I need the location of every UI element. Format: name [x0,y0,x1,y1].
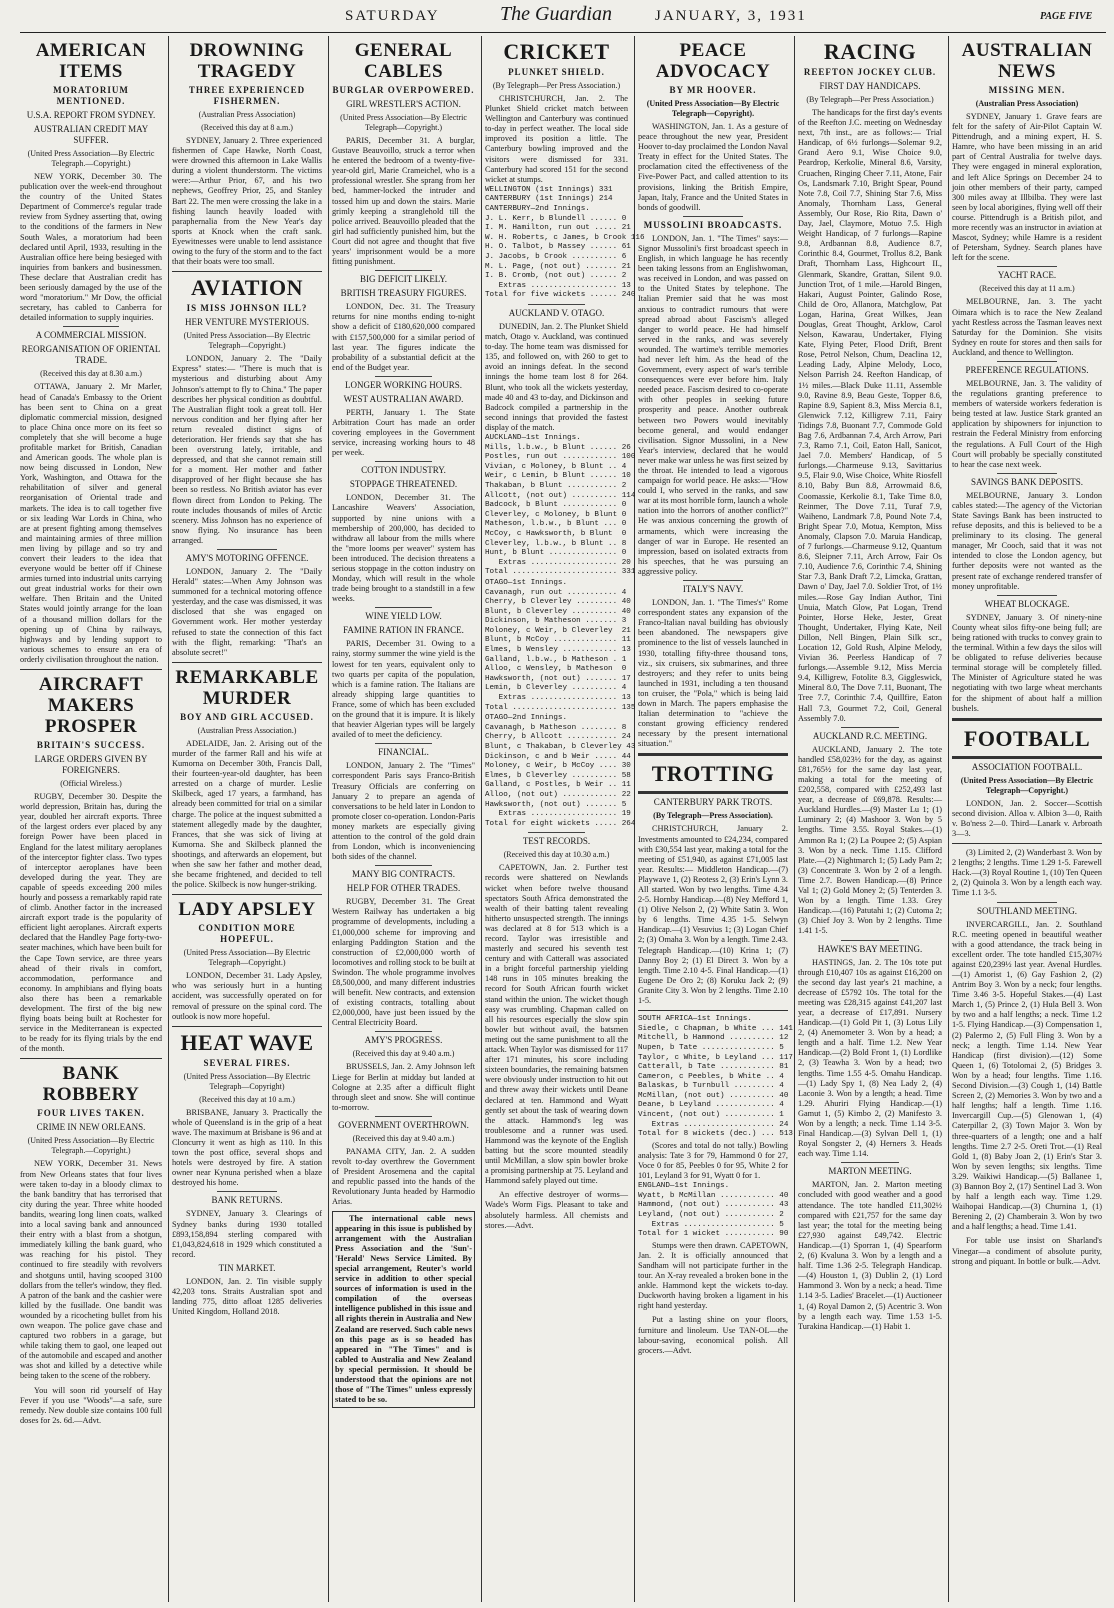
column-rule [634,36,635,1602]
credit-line: (Received this day at 8 a.m.) [201,123,293,132]
advertisement: An effective destroyer of worms—Wade's Worm Figs. Pleasant to take and absolutely harmless. All chemists and stores.—Advt. [485,1190,628,1230]
credit-line: (United Press Association—By Electric Telegraph—Copyright.) [960,775,1094,795]
subhead: MISSING MEN. [988,85,1066,95]
notice-box [332,1211,475,1409]
divider [172,662,322,663]
subhead: IS MISS JOHNSON ILL? [186,303,308,314]
score-table: OTAGO—2nd Innings. Cavanagh, b Matheson ........ 8 Cherry, b Allcott ........... 24 Blunt, c Thakaban, b Cleverley 43 Dickinson, c and b Weir ..... 44 Moloney, c Weir, b McCoy .... 30 Elmes, b Cleverley .......... 58 Galland, c Postles, b Weir .. 11 Alloo, (not out) ............ 22 Hawksworth, (not out) ....... 5 Extras ................... 19 Total for eight wickets ..... 264 [485,714,636,828]
credit-line: (Australian Press Association.) [197,725,297,735]
column-1 [20,36,162,1602]
column-4 [485,36,645,1602]
article-body: SYDNEY, January 3. Clearings of Sydney banks during 1930 totalled £893,158,894 sterling compared with £1,043,824,618 in 1929 which constituted a record. [172,1209,322,1259]
masthead-page-number: PAGE FIVE [1040,11,1093,22]
divider [217,1191,277,1192]
column-2 [172,36,322,1602]
article-body: SYDNEY, January 3. Of ninety-nine County wheat silos fifty-one being full; are being rationed with trucks to convey grain to the terminal. Within a few days the silos will be obligated to refuse deliveries because terminal storage will be completely filled. The Minister of Agriculture stated he was negotiating with two large wheat merchants for the shipment of about half a million bushels. [952,612,1102,713]
subhead: WHEAT BLOCKAGE. [984,598,1070,609]
article-body: DUNEDIN, Jan. 2. The Plunket Shield match, Otago v. Auckland, was continued to-day. The home team was dismissed for 135, and followed on, with 260 to get to avoid an innings defeat. In the second innings the home team lost 8 for 264. Blunt, who took all the wickets yesterday, made 40 and 43 to-day, and Dickinson and Badcock compiled a partnership in the second innings that provided the fastest display of the match. [485,321,628,432]
credit-line: (Received this day at 10.30 a.m.) [503,850,610,860]
column-rule [328,36,329,1602]
credit-line: (Received this day at 11 a.m.) [979,284,1075,294]
article-body: LONDON, Dec. 31. The Treasury returns for nine months ending to-night show a deficit of £180,620,000 compared with £157,500,000 for a similar period of last year. The figures indicate the probability of a substantial deficit at the end of the Budget year. [332,302,475,372]
headline-drowning-tragedy: DROWNING TRAGEDY [189,40,305,82]
subhead: BIG DEFICIT LIKELY. [359,274,447,285]
article-body: (3) Limited 2, (2) Wanderbast 3. Won by 2 lengths; 2 lengths. Time 1.29 1-5. Farewell Hack.—(3) Royal Routine 1, (10) Ten Queen 2, (2) Quinola 3. Won by a length each way. Time 1.1 3-5. [952,848,1102,898]
subhead: AUCKLAND R.C. MEETING. [812,730,928,741]
credit-line: (Official Wireless.) [60,779,122,789]
headline-football: FOOTBALL [963,725,1091,751]
masthead-rule [20,32,1106,33]
subhead: BOY AND GIRL ACCUSED. [180,711,314,722]
subhead: MANY BIG CONTRACTS. [352,869,455,880]
credit-line: (Received this day at 10 a.m.) [199,1094,295,1104]
divider [375,270,432,271]
article-body: MARTON, Jan. 2. Marton meeting concluded with good weather and a good attendance. The tote handled £11,302½ compared with £21,757 for the same day last year; the total for the meeting being £27,930 against £49,742. Electric Handicap.—(1) Sporran 1, (4) Spearform 2, (6) Kvaluna 3. Won by a length and a half. Time 1.36 2-5. Telegraph Handicap.—(4) Houston 1, (3) Dublin 2, (1) Lord Hammond 3. Won by a neck; a head. Time 1.14 3-5. Ladies' Bracelet.—(1) Auctioneer 1, (4) Royal Damon 2, (5) Acentric 3. Won by a length each way. Time 1.53 1-5. Turakina Handicap.—(1) Habit 1. [798,1180,942,1331]
article-body: The handicaps for the first day's events of the Reefton J.C. meeting on Wednesday next, 7th inst., are as follows:— Trial Handicap, of 6½ furlongs—Solemar 9.2, Grand Aero 9.1, Wise Choice 9.0, Peardrop, Kerkolie, Mineral 8.6, Varsity, Cruachen, Ringing Cheer 7.11, Atone, Fair Os, Landsmark 7.10, Bright Spear, Pound Note 7.8, Coil 7.7, Shining Star 7.6, Miss Anomaly, Thornham Lass, General Assembly, Our Rose, Rio Rita, Dawn o' Day, Jael, Claymore, Motuo 7.5. High Weight Handicap, of 7 furlongs—Rapine 9.8, Ardbannan 8.8, Audience 8.7, Corinthic 8.4, Gourmet, Trollus 8.2, Bank Draft, Thornham Lass, Highcourt II., Glenmark, Skandre, Grattan, Silent 9.0. Junction Trot, of 1 mile.—Harold Bingen, Hakari, August Pointer, Galindo Rose, Child de Oro, Allanora, Matchglow, Pat Logan, Harina, Great Wilkes, Jean Douglas, Great Thought, Arklow, Carol Nelson, Kawarau, Undertaker, Flying Kate, Flying Peter, Flood Drift, Brent Rose, Petrol Nelson, Chum, Deaclina 12, Leading Lady, Alpine Melody, Loco, Nelson Parrish 24. Reefton Handicap, of 1½ miles.—Black Duke 11.11, Assemble 9.0, Ravine 8.9, Beau Geste, Topper 8.6, Rapine 8.9, Sapient 8.3, Miss Mercia 8.1, Glenwick 7.12, Killigrew 7.11, Fairy Tidings 7.8, Buonant 7.7, Commode Gold Bag 7.6, Ardbannan 7.4, Arch Arrow, Pari 7.3, Ramo 7.1, Coil, Eaton Hall, Sanicot, Jael 7.0. Members' Handicap, of 5 furlongs.—Charmeuse 9.13, Savittarius 9.5, Flair 9.0, Wise Choice, White Riosfell 8.10, Baby Bun 8.8, Arrowmaid 8.6, Coomassie, Kerkolie 8.1, Take Time 8.0, Reinmer, The Dove 7.11, Turaf 7.9, Waiheno, Landmark 7.8, Pound Note 7.4, Bright Spear 7.0, Motua, Kempton, Miss Anomaly, Clapson 7.0. Maruia Handicap, of 7 furlongs.—Charmeuse 9.12, Quantum 8.6, Sleipner 7.11, Arch Arrow, Fair Os 7.10, Audience 7.6, Corinthic 7.4, Shining Star 7.3, Bank Draft 7.2, Limcka, Grattan, Dawn o' Day, Jael 7.0. Soldier Trot, of 1½ miles.—Rose Gay Indian Author, Tini Unuia, Match Glow, Pat Logan, Trend Pointer, Horse Heke, Jester, Great Thought, Undertaker, Flying Kate, Neil Dillon, Nell Bingen, Plain Silk scr., Location 12, Gold Rush, Alpine Melody, Vivian 36. Peerless Handicap of 7 furlongs.—Assemble 9.12, Miss Mercia 9.4, Killigrew, Fotolite 8.3, Giggleswick, Mineral 8.0, The Dove 7.11, Buonant, The Tree 7.7, Corinthic 7.4, Quillfire, Eaton Hall 7.3, Gourmet 7.2, Coil, General Assembly 7.0. [798,108,942,723]
masthead-day: SATURDAY [345,8,440,24]
headline-heat-wave: HEAT WAVE [180,1029,314,1055]
score-table: WELLINGTON (1st Innings) 331 CANTERBURY (1st Innings) 214 CANTERBURY—2nd Innings. J. L. Kerr, b Blundell ...... 0 I. M. Hamilton, run out ..... 21 W. H. Roberts, c James, b Crook 116 H. O. Talbot, b Massey ...... 61 J. Jacobs, b Crook .......... 6 M. L. Page, (not out) ....... 21 I. B. Cromb, (not out) ...... 2 Extras ................... 13 Total for five wickets ...... 240 [485,185,645,300]
article-body: LONDON, January 2. The "Times" correspondent Paris says Franco-British Treasury Officials are conferring on January 2 to prepare an agenda of conversations to be held later in London to promote closer co-operation. London-Paris money markets are especially giving attention to the control of the gold drain from London, which is inconveniencing both sides of the channel. [332,761,475,862]
divider [952,843,1102,844]
subhead: SAVINGS BANK DEPOSITS. [970,476,1084,487]
divider [375,461,432,462]
headline-cricket: CRICKET [503,39,610,64]
article-body: OTTAWA, January 2. Mr Marler, head of Canada's Embassy to the Orient has been sent to China on a great diplomatic commercial mission, designed to place China once more on its feet so completely that she will become a huge profitable market for British, Canadian and American goods. The whole plan is now being discussed in London, New York, Washington, and Ottawa for the rehabilitation of silver and general reorganisation of Oriental trade and markets. The idea is to call together five or six leading War Lords in China, who are at present fighting among themselves and maintaining armies of three million men living by pillage and so try and convert their leaders to the idea that everyone would be better off if Chinese armies turned into industrial units carrying out great industrial works for their own welfare. Then Britain and the United States would jointly arrange for the loan of a thousand million dollars for the opening up of China by railways, highways and by lending support to various schemes to ensure an era of orderly civilisation throughout the nation. [20,382,162,664]
credit-line: (United Press Association—By Electric Telegraph—Copyright.) [183,331,311,351]
article-body: PANAMA CITY, Jan. 2. A sudden revolt to-day overthrew the Government of President Arosemena and the capital and republic passed into the hands of the Revolutionary Junta headed by Harmodio Arias. [332,1146,475,1207]
headline-peace-advocacy: PEACE ADVOCACY [655,40,771,82]
article-body: BRISBANE, January 3. Practically the whole of Queensland is in the grip of a heat wave. The maximum at Brisbane is 96 and at Cloncurry it went as high as 110. In this town the post office, several shops and hotels were destroyed by fire. A station owner near Kynuna perished when a blaze destroyed his home. [172,1107,322,1188]
score-table: AUCKLAND—1st Innings. Mills, l.b.w., b Blunt ...... 26 Postles, run out ............ 100 Vivian, c Moloney, b Blunt .. 4 Weir, c Lemin, b Blunt ...... 10 Thakaban, b Blunt ........... 2 Allcott, (not out) .......... 114 Badcock, b Blunt ............ 0 Cleverley, c Moloney, b Blunt 0 Matheson, l.b.w., b Blunt ... 0 McCoy, c Hawksworth, b Blunt 0 Cleverley, l.b.w., b Blunt .. 8 Hunt, b Blunt ............... 0 Extras ................... 20 Total ....................... 331 [485,434,636,577]
divider [528,832,585,833]
masthead [0,0,1114,34]
divider [528,304,585,305]
subhead: U.S.A. REPORT FROM SYDNEY. [26,110,156,120]
subhead: FOUR LIVES TAKEN. [37,1108,145,1119]
credit-line: (United Press Association—By Electric Telegraph—Copyright). [646,99,780,118]
subhead: GOVERNMENT OVERTHROWN. [338,1119,469,1130]
article-body: NEW YORK, December 31. News from New Orleans states that four lives were taken to-day in a bloody climax to the bank banditry that has terrorised that city during the year. Three white hooded bandits, wearing long linen coats, walked into a local saving bank and announced their entry with a blast from a shotgun, immediately killing the bank guard, who was reaching for his pistol. They continued to fire steadily with revolvers and shotguns until, having scooped 3100 dollars from the teller's window, they fled. A patron of the bank and the cashier were killed by the fusillade. One bandit was wounded by a ricocheting bullet from his own weapon. The police gave chase and captured two robbers in a garage, but while taking them to gaol, one leaped out of the automobile and escaped and another was shot and killed by a detective while being taken to the scene of the robbery. [20,1159,162,1381]
subhead: MORATORIUM MENTIONED. [53,85,129,106]
article-body: MELBOURNE, Jan. 3. The validity of the regulations granting preference to members of waterside workers federation is being tested at law. Justice Stark granted an application by shipowners for injunction to restrain the Federal Ministry from enforcing the regulations. A Full Court of the High Court will probably be specially constituted to hear the case next week. [952,378,1102,469]
credit-line: (Received this day at 9.40 a.m.) [352,1049,455,1059]
subhead: WINE YIELD LOW. [365,611,442,622]
headline-general-cables: GENERAL CABLES [354,40,453,82]
divider [172,271,322,272]
subhead: REORGANISATION OF ORIENTAL TRADE. [21,344,161,366]
football-banner [952,718,1102,759]
divider [683,216,743,217]
article-body: (Scores and total do not tally.) Bowling analysis: Tate 3 for 79, Hammond 0 for 27, Voce 0 for 85, Peebles 0 for 95, White 2 for 101, Leyland 3 for 91, Wyatt 0 for 1. [638,1140,788,1181]
subhead: HER VENTURE MYSTERIOUS. [184,317,310,328]
divider [997,595,1057,596]
article-body: AUCKLAND, January 2. The tote handled £58,023½ for the day, as against £81,765½ for the same day last year, making a total for the meeting of £202,558, compared with £252,493 last year, a decrease of £69,878. Results:— Auckland Hurdles.—(9) Master Lu 1; (1) Luminary 2; (4) Mashoor 3. Won by 5 lengths. Time 3.55. Royal Stakes.—(1) Ammon Ra 1; (2) La Poupee 2; (5) Aspian 3. Won by a neck. Time 1.15. Clifford Plate.—(2) Nightmarch 1; (5) Lady Pam 2; (3) Concentrate 3. Won by 2 of a length. Time 2.7. Bowen Handicap.—(8) Prince Val 1; (2) Gold Money 2; (5) Tenterden 3. Won by a length. Time 1.33. Grey Handicap.—(16) Patutahi 1; (2) Cutoma 2; (3) Chief Joy 3. Won by 2 lengths. Time 1.41 1-5. [798,744,942,936]
column-7 [952,36,1102,1602]
headline-australian-news: AUSTRALIAN NEWS [961,40,1093,82]
article-body: RUGBY, December 31. The Great Western Railway has undertaken a big programme of developments, including a £1,000,000 scheme for improving and enlarging Paddington Station and the construction of £2,000,000 worth of locomotives and rolling stock to be built at Swindon. The whole programme involves £8,500,000, and many different industries will benefit. New contracts, and extension of existing contracts, totalling about £2,000,000, have just been issued by the Central Electricity Board. [332,897,475,1028]
subhead: CONDITION MORE HOPEFUL. [198,923,296,945]
divider [172,894,322,895]
subhead: GIRL WRESTLER'S ACTION. [346,99,461,109]
column-rule [168,36,169,1602]
divider [683,580,743,581]
divider [172,1026,322,1027]
credit-line: (Received this day at 8.30 a.m.) [40,369,142,379]
credit-line: (United Press Association—By Electric Telegraph.—Copyright.) [27,1136,155,1156]
subhead: WEST AUSTRALIAN AWARD. [343,393,464,404]
article-body: PARIS, December 31. A burglar, Gustave Beauvoillo, struck a terror when he entered the bedroom of a twenty-five-year-old girl, Marie Crameichel, who is a professional wrestler. She sprang from her bed, hammer-locked the intruder and tossed him up and down the stairs. Marie grimly keeping a stranglehold till the police arrived. Beauvoillo pleaded that the girl had sufficiently punished him, but the Court did not agree and thought that five years' imprisonment would be a more fitting punishment. [332,136,475,267]
subhead: HELP FOR OTHER TRADES. [346,883,461,894]
column-rule [481,36,482,1602]
subhead: SOUTHLAND MEETING. [977,905,1077,916]
subhead: COTTON INDUSTRY. [361,465,446,476]
article-body: BRUSSELS, Jan. 2. Amy Johnson left Liege for Berlin at midday but landed at Cologne at 2.35 after a difficult flight through sleet and snow. She will continue to-morrow. [332,1062,475,1112]
subhead: FIRST DAY HANDICAPS. [819,81,921,91]
article-body: LONDON, Jan. 1. "The Times's" Rome correspondent states any expansion of the Franco-Italian naval building has obviously been abandoned. The newspapers give prominence to the list of vessels launched in 1930, totalling fifty-three thousand tons, viz., six cruisers, six submarines, and three destroyers; and they refer to units being launched in 1931, including a ten thousand ton cruiser, the "Pola," which is being laid down in March. The papers emphasise the Italian determination to "achieve the constant growing efficiency rendered necessary by the present international situation." [638,598,788,749]
advertisement: You will soon rid yourself of Hay Fever if you use "Woods"—a safe, sure remedy. New double size contains 100 full doses for 2s. 6d.—Advt. [20,1385,162,1425]
masthead-paper-name: The Guardian [500,3,613,25]
article-body: CHRISTCHURCH, January 2. Investments amounted to £24,234, compared with £30,554 last year, making a total for the meeting of £51,940, as against £71,005 last year. Results:— Middleton Handicap.—(7) Playwave 1, (2) Reotess 2, (3) Erin's Lynn 3. All started. Won by two lengths. Time 4.34 2-5. Hornby Handicap.—(8) Ney Mefford 1, (1) Olive Nelson 2, (2) White Satin 3. Won by 6 lengths. Time 4.35 1-5. Selwyn Handicap.—(1) Vesuvius 1; (3) Logan Chief 2; (3) Omaha 3. Won by a length. Time 2.43. Telegraph Handicap.—(10) Krina 1; (7) Danny Boy 2; (1) El Direct 3. Won by a length. Time 2.10 4-5. Final Handicap.—(1) Eugene De Oro 2; (8) Koruku Jack 2; (9) Granite City 3. Won by 2 lengths. Time 2.10 1-5. [638,824,788,1006]
credit-line: (By Telegraph—Per Press Association.) [806,95,934,104]
subhead: AMY'S PROGRESS. [364,1035,443,1046]
subhead: REEFTON JOCKEY CLUB. [803,67,937,77]
subhead: BY MR HOOVER. [669,85,757,95]
score-table: ENGLAND—1st Innings. Wyatt, b McMillan ............ 40 Hammond, (not out) ........... 43 Leyland, (not out) ........... 2 Extras .................... 5 Total for 1 wicket ........... 90 [638,1182,789,1239]
subhead: PLUNKET SHIELD. [508,67,605,77]
divider [20,669,162,670]
notice-text: The international cable news appearing in this issue is published by arrangement with the Australian Press Association and the 'Sun'-'Herald' News Service Limited. By special arrangement, Reuter's world service in addition to other special sources of information is used in the compilation of the overseas intelligence published in this issue and all rights therein in Australia and New Zealand are reserved. Such cable news on this page as is so headed has appeared in "The Times" and is cabled to Australia and New Zealand by special permission. It should be understood that the opinions are not those of "The Times" unless expressly stated to be so. [335,1213,472,1405]
headline-american-items: AMERICAN ITEMS [35,40,147,82]
subhead: A COMMERCIAL MISSION. [35,330,147,341]
subhead: ASSOCIATION FOOTBALL. [971,761,1083,772]
article-body: CAPETOWN, Jan. 2. Further test records were shattered on Newlands wicket when before twelve thousand spectators South Africa demonstrated the wealth of their batting talent revealing hitherto unsuspected strength. The innings was declared at 8 for 513 which is a record. Taylor was irresistible and masterly and secured his seventh test century and with Catterall was associated in a bright forceful partnership yielding 148 runs in 105 minutes breaking the record for South African fourth wicket stand within the union. The wicket though easy was crumbling. Chapman called on all his resources especially the slow spin bowler but without avail, the batsmen meting out the same punishment to all the attack. When Taylor was dismissed for 117 after 171 minutes, his score including sixteen boundaries, the remaining batsmen were obviously under instruction to hit out and threw away their wickets until Deane declared at ten. Hammond and Wyatt gently set about the task of wearing down the attack. Hammond's leg was troublesome and a runner was used. Hammond was the keynote of the English batting but the score mounted steadily until McMillan, a slow spin bowler broke a promising partnership at 75. Leyland and Hammond safely played out time. [485,863,628,1186]
credit-line: (Australian Press Association) [198,110,296,119]
credit-line: (Received this day at 9.40 a.m.) [352,1133,455,1143]
headline-aircraft-makers-prosper: AIRCRAFT MAKERS PROSPER [38,674,144,738]
divider [217,549,277,550]
advertisement: For table use insist on Sharland's Vinegar—a condiment of absolute purity, strong and piquant. In bottle or bulk.—Advt. [952,1236,1102,1266]
divider [20,1058,162,1059]
divider [997,361,1057,362]
article-body: LONDON, January 2. The "Daily Herald" states:—When Amy Johnson was summoned for a technical motoring offence yesterday, and the case was dismissed, it was disclosed that she was engaged on Government work. Her mother yesterday refused to state the connection of this fact with the flight, remarking: "That's an absolute secret!" [172,567,322,657]
article-body: SYDNEY, January 2. Three experienced fishermen of Cape Hawke, North Coast, were drowned this afternoon in Lake Wallis during a violent thunderstorm. The victims were:—Arthur Prior, 67, and his two nephews, Geoffrey Prior, 25, and Stanley Bart 22. The men were crossing the lake in a fishing launch heavily loaded with paraphernalia from the New Year's day sports at Knock when the craft sank. Eyewitnesses were unable to lend assistance owing to the fury of the storm and to the fact that their boats were too small. [172,136,322,267]
subhead: TEST RECORDS. [522,836,591,847]
subhead: FINANCIAL. [378,747,429,758]
score-table: OTAGO—1st Innings. Cavanagh, run out ........... 4 Cherry, b Cleverley ......... 40 Blunt, b Cleverley .......... 40 Dickinson, b Matheson ....... 3 Moloney, c Weir, b Cleverley 21 Blunt, b McCoy .............. 11 Elmes, b Wensley ............ 13 Galland, l.b.w., b Matheson . 1 Alloo, c Wensley, b Matheson 0 Hawksworth, (not out) ....... 17 Lemin, b Cleverley .......... 4 Extras ................... 13 Total ....................... 135 [485,578,636,712]
headline-aviation: AVIATION [191,275,303,301]
article-body: SYDNEY, January 1. Grave fears are felt for the safety of Air-Pilot Captain W. Pittendrugh, and a mining expert, H. S. Hamre, who have been missing in an arid part of Central Australia for twelve days. They were engaged in mineral exploration, and left Alice Springs on December 24 to join other members of their party, camped 300 miles away at Illbilba. They were last seen by local aborigines, flying well off their course. Pittendrugh is a British pilot, and more recently was an instructor in aviation at Mascot, Sydney; while Hamre is a resident of Petersham, Sydney. Search planes have left for the scene. [952,112,1102,263]
article-body: LONDON, Jan. 2. Soccer—Scottish second division. Alloa v. Albion 3—0, Raith v. Bo'ness 2—0. Third—Lanark v. Arbroath 3—3. [952,798,1102,838]
article-body: MELBOURNE, January 3. London cables stated:—The agency of the Victorian State Savings Bank has been instructed to refuse deposits, and this is believed to be a preliminary to its closing. The general manager, Mr Cooch, said that it was not intended to close the London agency, but further deposits were not wanted as the present rate of exchange rendered transfer of money unprofitable. [952,490,1102,591]
subhead: BRITISH TREASURY FIGURES. [340,288,467,299]
article-body: LONDON, December 31. Lady Apsley, who was seriously hurt in a hunting accident, was successfully operated on for removal of pressure on the spinal cord. The outlook is now more hopeful. [172,971,322,1021]
subhead: SEVERAL FIRES. [203,1057,291,1068]
column-3 [332,36,475,1602]
divider [375,376,432,377]
article-body: LONDON, Jan. 1. "The Times" says:—Signor Mussolini's first broadcast speech in English, in which language he has recently been taking lessons from an Englishwoman, was received in London, and was passed on to the United States by telephone. The Italian Premier said that he was most anxious to contradict rumours that were spread abroad about Fascism's alleged danger to world peace. He had himself served in the ranks, and was severely wounded. The wartime's terrible memories had never left him. As the head of the Government, every aspect of war's terrible consequences were ever before him. Italy needed peace. Fascism desired to co-operate with other peoples in seeking future prosperity and peace. Another outbreak between two Powers would inevitably become general, and would endanger civilisation. Signor Mussolini, in a New Year's interview, declared that he would never make war unless he was first seized by the throat. He intended to lead a vigorous campaign for world peace. He asks:—"How could I, who served in the ranks, and saw war at its most horrible form, launch a whole nation into the horrors of another conflict?" He was anxious concerning the growth of armaments, which were increasing the danger of war in Europe. He resented an impression, based on isolated extracts from his speeches, that he was pursuing an aggressive policy. [638,233,788,576]
divider [841,1162,899,1163]
trotting-banner [638,753,788,794]
subhead: BURGLAR OVERPOWERED. [332,85,475,95]
article-body: WASHINGTON, Jan. 1. As a gesture of peace throughout the new year, President Hoover to-day proclaimed the London Naval Treaty in effect for the United States. The proclamation cited the effectiveness of the Five-Power Pact, and called attention to its provisions, linking the British Empire, Japan, Italy, France and the United States in bonds of goodwill. [638,122,788,212]
column-rule [794,36,795,1602]
article-body: PERTH, January 1. The State Arbitration Court has made an order covering employees in the Government service, increasing working hours to 48 per week. [332,407,475,458]
headline-trotting: TROTTING [651,761,775,787]
advertisement: Put a lasting shine on your floors, furniture and linoleum. Use TAN-OL—the labour-saving, economical polish. All grocers.—Advt. [638,1315,788,1355]
divider [375,1031,432,1032]
subhead: AMY'S MOTORING OFFENCE. [185,553,309,563]
divider [997,902,1057,903]
column-rule [948,36,949,1602]
headline-racing: RACING [823,39,917,64]
article-body: Stumps were then drawn. CAPETOWN, Jan. 2. It is officially announced that Sandham will not participate further in the tour. An X-ray revealed a broken bone in the ankle. Hammond kept the wickets to-day. Duckworth having broken a ligament in his right hand yesterday. [638,1240,788,1311]
article-body: NEW YORK, December 30. The publication over the week-end throughout the country of the United States Department of Commerce's regular trade review from Sydney asserting that, owing to the conditions of the farmers in New South Wales, a moratorium had been declared until April, 1933, resulting in the Australian office here being besieged with inquiries from bankers and businessmen. These declare that Australian credit has been seriously damaged by the use of the word "moratorium." Mr Dow, the official secretary, has cabled to Canberra for detailed information to supply inquiries. [20,172,162,323]
headline-remarkable-murder: REMARKABLE MURDER [175,666,319,709]
subhead: BRITAIN'S SUCCESS. [36,740,146,751]
credit-line: (By Telegraph—Per Press Association.) [492,81,621,90]
divider [638,1010,788,1011]
column-6 [798,36,942,1602]
headline-lady-apsley: LADY APSLEY [178,899,316,921]
article-body: MELBOURNE, Jan. 3. The yacht Oimara which is to race the New Zealand yacht Restless across the Tasman leaves next Saturday for the Dominion. She visits Sydney en route for stores and then sails for Auckland, and thence to Wellington. [952,297,1102,357]
subhead: MUSSOLINI BROADCASTS. [643,219,783,230]
masthead-date: JANUARY, 3, 1931 [655,8,807,24]
subhead: CANTERBURY PARK TROTS. [653,797,773,808]
score-table: SOUTH AFRICA—1st Innings. Siedle, c Chapman, b White ... 141 Mitchell, b Hammond .......... 12 Nupen, b Tate ................ 5 Taylor, c White, b Leyland ... 117 Catterall, b Tate ............ 81 Cameron, c Peebles, b White .. 4 Balaskas, b Turnbull ......... 4 McMillan, (not out) .......... 40 Deane, b Leyland ............. 4 Vincent, (not out) ........... 1 Extras .................... 24 Total for 8 wickets (dec.) ... 513 [638,1015,793,1139]
subhead: BANK RETURNS. [211,1195,283,1206]
article-body: CHRISTCHURCH, Jan. 2. The Plunket Shield cricket match between Wellington and Canterbury was continued to-day in perfect weather. The local side improved its position a little. The Canterbury bowling improved and the visitors were dismissed for 331. Canterbury had scored 151 for the second wicket at stumps. [485,94,628,184]
article-body: LONDON, Jan. 2. Tin visible supply 42,203 tons. Straits Australian spot and landing 775, ditto afloat 1285 deliveries United Kingdom, Holland 2018. [172,1276,322,1317]
columns [20,36,1108,1602]
subhead: PREFERENCE REGULATIONS. [965,364,1089,375]
subhead: FAMINE RATION IN FRANCE. [343,625,464,636]
subhead: AUCKLAND V. OTAGO. [508,307,605,318]
credit-line: (United Press Association—By Electric Telegraph—Copyright.) [340,113,467,132]
subhead: THREE EXPERIENCED FISHERMEN. [188,85,306,106]
divider [841,940,899,941]
subhead: TIN MARKET. [218,1262,276,1273]
subhead: AUSTRALIAN CREDIT MAY SUFFER. [33,124,149,145]
headline-bank-robbery: BANK ROBBERY [42,1063,140,1106]
credit-line: (By Telegraph—Press Association). [653,811,773,821]
subhead: STOPPAGE THREATENED. [349,479,458,490]
article-body: HASTINGS, Jan. 2. The 10s tote put through £10,407 10s as against £16,200 on the second day last year's 21 machine, a decrease of £5792 10s. The total for the meeting was £28,315 against £41,207 last year, a decrease of £17,891. Nursery Handicap.—(1) Gold Pit 1, (3) Lotus Lily 2, (4) Anemometer 3. Won by a head; a length and a half. Time 1.2. New Year Handicap.—(2) Bold Front 1, (1) Lordlike 2, (3) Teawha 3. Won by a head; two lengths. Time 1.55 4-5. Omahu Handicap.—(1) Lady Spy 1, (8) Nea Lady 2, (4) Laconie 3. Won by a length; a head. Time 1.29. Ahuriri Flying Handicap.—(1) Gamut 1, (5) Kimbo 2, (2) Manifesto 3. Won by a length; a neck. Time 1.14 3-5. Final Handicap.—(3) Sylvan Dell 1, (1) Royal Songster 2, (4) Herners 3. Heads each way. Time 1.14. [798,957,942,1159]
credit-line: (United Press Association—By Electric Telegraph.—Copyright.) [27,149,155,168]
divider [375,743,432,744]
article-body: ADELAIDE, Jan. 2. Arising out of the murder of the farmer Rall and his wife at Kumorna on December 30th, Francis Dall, their fourteen-year-old daughter, has been arrested on a charge of murder. Leslie Skilbeck, aged 17 years, a farmhand, has already been committed for trial on a similar charge. The police at the inquest submitted a statement allegedly made by the daughter, Frances, that she was sick of living at Kumorna. She and Skilbeck planned the shootings, and afterwards an elopement, but when she saw her father and mother dead, she became frightened, and decided to tell the police. Skilbeck is now hunger-striking. [172,738,322,890]
divider [375,607,432,608]
divider [375,865,432,866]
subhead: LARGE ORDERS GIVEN BY FOREIGNERS. [34,754,148,776]
divider [997,473,1057,474]
divider [63,326,120,327]
subhead: HAWKE'S BAY MEETING. [817,943,923,954]
subhead: CRIME IN NEW ORLEANS. [36,1122,146,1133]
divider [997,266,1057,267]
divider [841,727,899,728]
article-body: LONDON, December 31. The Lancashire Weavers' Association, supported by nine unions with a membership of 200,000, has decided to withdraw all labour from the mills where the "more looms per weaver" system has been introduced. The decision threatens a serious stoppage in the cotton industry on Monday, which will result in the whole trade being brought to a standstill in a few weeks. [332,493,475,604]
subhead: MARTON MEETING. [828,1166,912,1177]
article-body: INVERCARGILL, Jan. 2. Southland R.C. meeting opened in beautiful weather with a good attendance, the track being in excellent order. The tote handled £15,307½ against £20,239½ last year. Avenal Hurdles.—(1) Amorist 1, (6) Gay Fashion 2, (2) Antrim Boy 3. Won by a neck; four lengths. Time 3.46 3-5. Hopeful Stakes.—(4) Last March 1, (5) Prince 2, (1) Hula Bell 3. Won by two and a half lengths; a neck. Time 1.2 1-5. Flying Handicap.—(3) Compensation 1, (2) Palermo 2, (5) Full Fling 3. Won by a neck; a length. Time 1.14. New Year Handicap (first division).—(12) Some Queen 1, (6) Totolomai 2, (5) Bridges 3. Won by a head; four lengths. Time 1.16. Second Division.—(3) Cough 1, (14) Battle Screen 2, (2) Memories 3. Won by two and a half lengths; half a length. Time 1.16. Invercargill Cup.—(5) Glenowan 1, (4) Caterpillar 2, (3) Town Major 3. Won by three-quarters of a length; one and a half lengths. Time 2.7 2-5. Oreti Trot.—(1) Real Gold 1, (8) Baby Joan 2, (1) Erin's Star 3. Won by seven lengths; six lengths. Time 3.29. Waikiwi Handicap.—(5) Ballanee 1, (3) Bannon Boy 2, (17) Sentinel Lad 3. Won by half a length each way. Time 1.29. Waihopai Handicap.—(3) Churnina 1, (1) Berening 2, (2) Chamberain 3. Won by two and a half lengths; a head. Time 1.41. [952,919,1102,1232]
credit-line: (Australian Press Association) [975,99,1079,108]
column-5 [638,36,793,1602]
subhead: ITALY'S NAVY. [682,584,744,595]
subhead: LONGER WORKING HOURS. [344,379,463,390]
divider [375,1116,432,1117]
article-body: PARIS, December 31. Owing to a rainy, stormy summer the wine yield is the lowest for ten years, equivalent only to two quarts per capita of the population, which is a famine ration. The Italians are already shipping large quantities to France, some of which has been excluded on the ground that it is impure. It is likely that heavier Algerian types will be largely availed of to meet the deficiency. [332,639,475,740]
credit-line: (United Press Association—By Electric Telegraph—Copyright) [183,1071,311,1091]
article-body: RUGBY, December 30. Despite the world depression, Britain has, during the year, doubled her aircraft exports. Three of the largest orders ever placed by any foreign Power have been placed in England for the latest military aeroplanes of the interceptor fighter class. Two types of interceptor aeroplanes have been developed during the year. They are capable of speeds exceeding 200 miles hourly and possess a remarkably rapid rate of climb. Another factor in the increased aircraft export trade is the popularity of efficient light aeroplanes. Aircraft experts declared that the Handley Page forty-two-seater machines, which have been built for the Cape Town service, are three years ahead of their rivals in comfort, accommodation, performance and economy. In amphibians and flying boats also there has been a remarkable development. The first of the big new flying boats being built at Rochester for service in the Mediterranean is expected to be ready for its flying trials by the end of the month. [20,792,162,1054]
credit-line: (United Press Association—By Electric Telegraph—Copyright.) [183,948,311,968]
article-body: LONDON, January 2. The "Daily Express" states:— "There is much that is mysterious and disturbing about Amy Johnson's attempt to fly to China." The paper describes her physical condition as doubtful. The Australian flight took a great toll. Her nervous condition and her flying after her return revealed distinct signs of deterioration. Her friends say that she has been overstrung lately, irritable, and depressed, and that she cannot remain still for a moment. Her mother and father disapproved of her flight because she has been so restless. No British aviator has ever flown direct from London to Peking. The route includes thousands of miles of Arctic scenery. Miss Johnson has no experience of snow flying. No insurance has been arranged. [172,354,322,545]
subhead: YACHT RACE. [997,270,1057,281]
